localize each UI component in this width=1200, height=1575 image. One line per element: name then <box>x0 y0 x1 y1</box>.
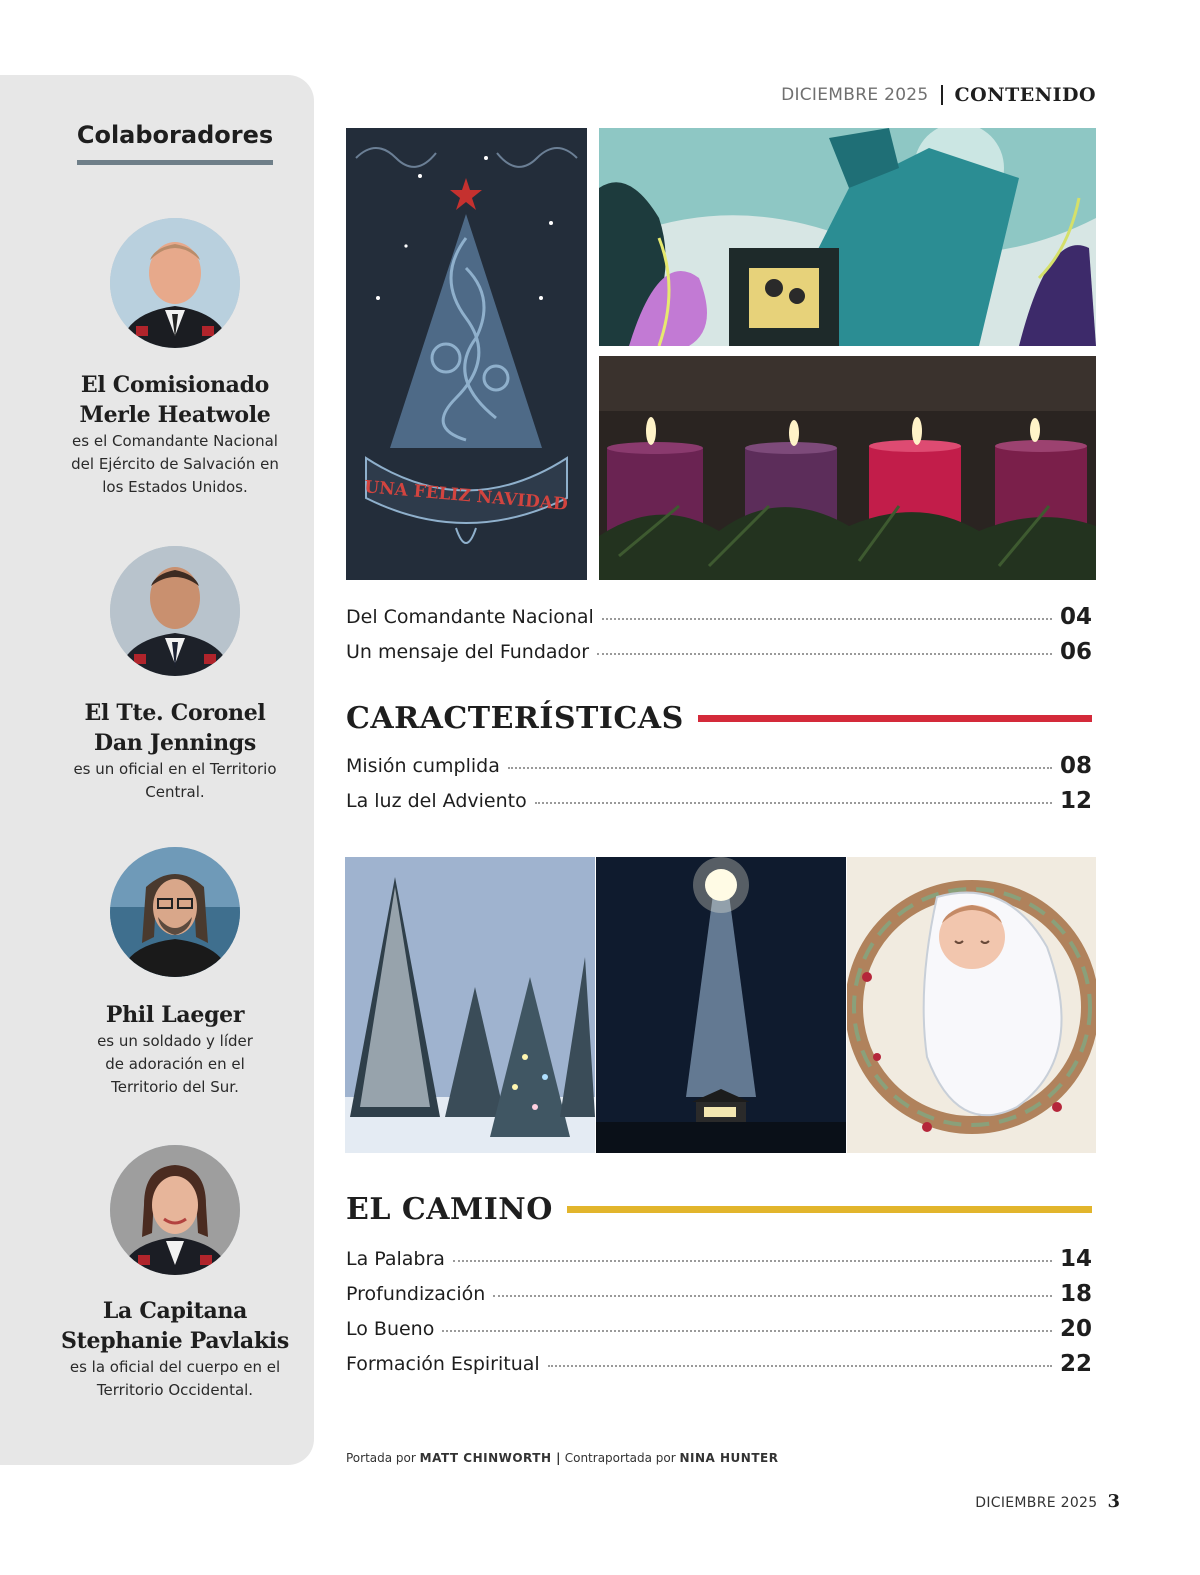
features-section-heading <box>346 698 1092 738</box>
toc-entry[interactable] <box>346 1312 1093 1342</box>
star-over-stable-image <box>596 857 846 1153</box>
header-separator <box>941 85 943 105</box>
toc-entry-page: 12 <box>1060 788 1093 814</box>
header-section: CONTENIDO <box>954 84 1096 106</box>
contributor-name: La Capitana Stephanie Pavlakis <box>61 1298 289 1354</box>
toc-entry-title: La luz del Adviento <box>346 790 527 812</box>
contributor-1 <box>0 370 350 499</box>
sidebar-title: Colaboradores <box>76 121 274 149</box>
contributors-sidebar <box>0 75 314 1465</box>
page-footer <box>975 1491 1120 1512</box>
toc-entry-title: Profundización <box>346 1283 486 1305</box>
footer-date: DICIEMBRE 2025 <box>975 1495 1098 1511</box>
toc-entry-page: 14 <box>1060 1246 1093 1272</box>
toc-entry-title: La Palabra <box>346 1248 445 1270</box>
cover-credits <box>346 1451 778 1465</box>
card-banner-text: UNA FELIZ NAVIDAD <box>363 477 569 515</box>
toc-entry-title: Misión cumplida <box>346 755 500 777</box>
baby-jesus-wreath-image <box>847 857 1096 1153</box>
toc-leader-dots <box>453 1260 1052 1262</box>
toc-entry[interactable] <box>346 635 1093 665</box>
avatar-merle-heatwole <box>110 218 240 348</box>
toc-entry-title: Un mensaje del Fundador <box>346 641 590 663</box>
toc-entry[interactable] <box>346 749 1093 779</box>
section-accent-rule <box>698 715 1092 722</box>
toc-leader-dots <box>442 1330 1052 1332</box>
section-accent-rule <box>567 1206 1092 1213</box>
header-date: DICIEMBRE 2025 <box>781 85 929 105</box>
contributor-name: Phil Laeger <box>105 1002 245 1028</box>
toc-leader-dots <box>548 1365 1052 1367</box>
toc-entry[interactable] <box>346 1347 1093 1377</box>
christmas-card-image <box>346 128 587 580</box>
section-title: CARACTERÍSTICAS <box>346 700 684 736</box>
advent-candles-image <box>599 356 1096 580</box>
contributor-2 <box>0 698 350 804</box>
toc-entry-page: 04 <box>1060 604 1093 630</box>
cover-credit-name: MATT CHINWORTH <box>419 1451 557 1465</box>
toc-entry[interactable] <box>346 1277 1093 1307</box>
back-cover-credit-name: NINA HUNTER <box>679 1451 779 1465</box>
page-number: 3 <box>1107 1491 1120 1512</box>
toc-entry[interactable] <box>346 600 1093 630</box>
credits-separator: | <box>556 1451 565 1465</box>
section-title: EL CAMINO <box>346 1191 553 1227</box>
back-cover-credit-prefix: Contraportada por <box>564 1451 680 1465</box>
toc-entry-title: Formación Espiritual <box>346 1353 540 1375</box>
contributor-description: es la oficial del cuerpo en el Territorio Occidental. <box>69 1358 281 1399</box>
toc-entry-page: 08 <box>1060 753 1093 779</box>
contributor-description: es un soldado y líder de adoración en el Territorio del Sur. <box>97 1032 253 1096</box>
avatar-phil-laeger <box>110 847 240 977</box>
page-header <box>781 82 1096 108</box>
contributor-name: El Tte. Coronel Dan Jennings <box>84 700 266 756</box>
cover-credit-prefix: Portada por <box>346 1451 420 1465</box>
nativity-illustration-image <box>599 128 1096 346</box>
toc-entry-title: Del Comandante Nacional <box>346 606 594 628</box>
toc-leader-dots <box>535 802 1052 804</box>
contributor-name: El Comisionado Merle Heatwole <box>79 372 271 428</box>
toc-entry-page: 22 <box>1060 1351 1093 1377</box>
contributor-description: es un oficial en el Territorio Central. <box>73 760 277 801</box>
toc-entry-title: Lo Bueno <box>346 1318 435 1340</box>
toc-leader-dots <box>508 767 1052 769</box>
toc-leader-dots <box>602 618 1052 620</box>
camino-section-heading <box>346 1189 1092 1229</box>
snowy-trees-image <box>345 857 595 1153</box>
toc-entry[interactable] <box>346 1242 1093 1272</box>
toc-entry-page: 20 <box>1060 1316 1093 1342</box>
toc-leader-dots <box>597 653 1052 655</box>
contributor-3 <box>0 1000 350 1099</box>
avatar-dan-jennings <box>110 546 240 676</box>
sidebar-title-rule <box>77 160 273 165</box>
contributor-description: es el Comandante Nacional del Ejército de Salvación en los Estados Unidos. <box>71 432 279 496</box>
toc-entry[interactable] <box>346 784 1093 814</box>
toc-entry-page: 18 <box>1060 1281 1093 1307</box>
toc-leader-dots <box>493 1295 1052 1297</box>
avatar-stephanie-pavlakis <box>110 1145 240 1275</box>
toc-entry-page: 06 <box>1060 639 1093 665</box>
contributor-4 <box>0 1296 350 1402</box>
